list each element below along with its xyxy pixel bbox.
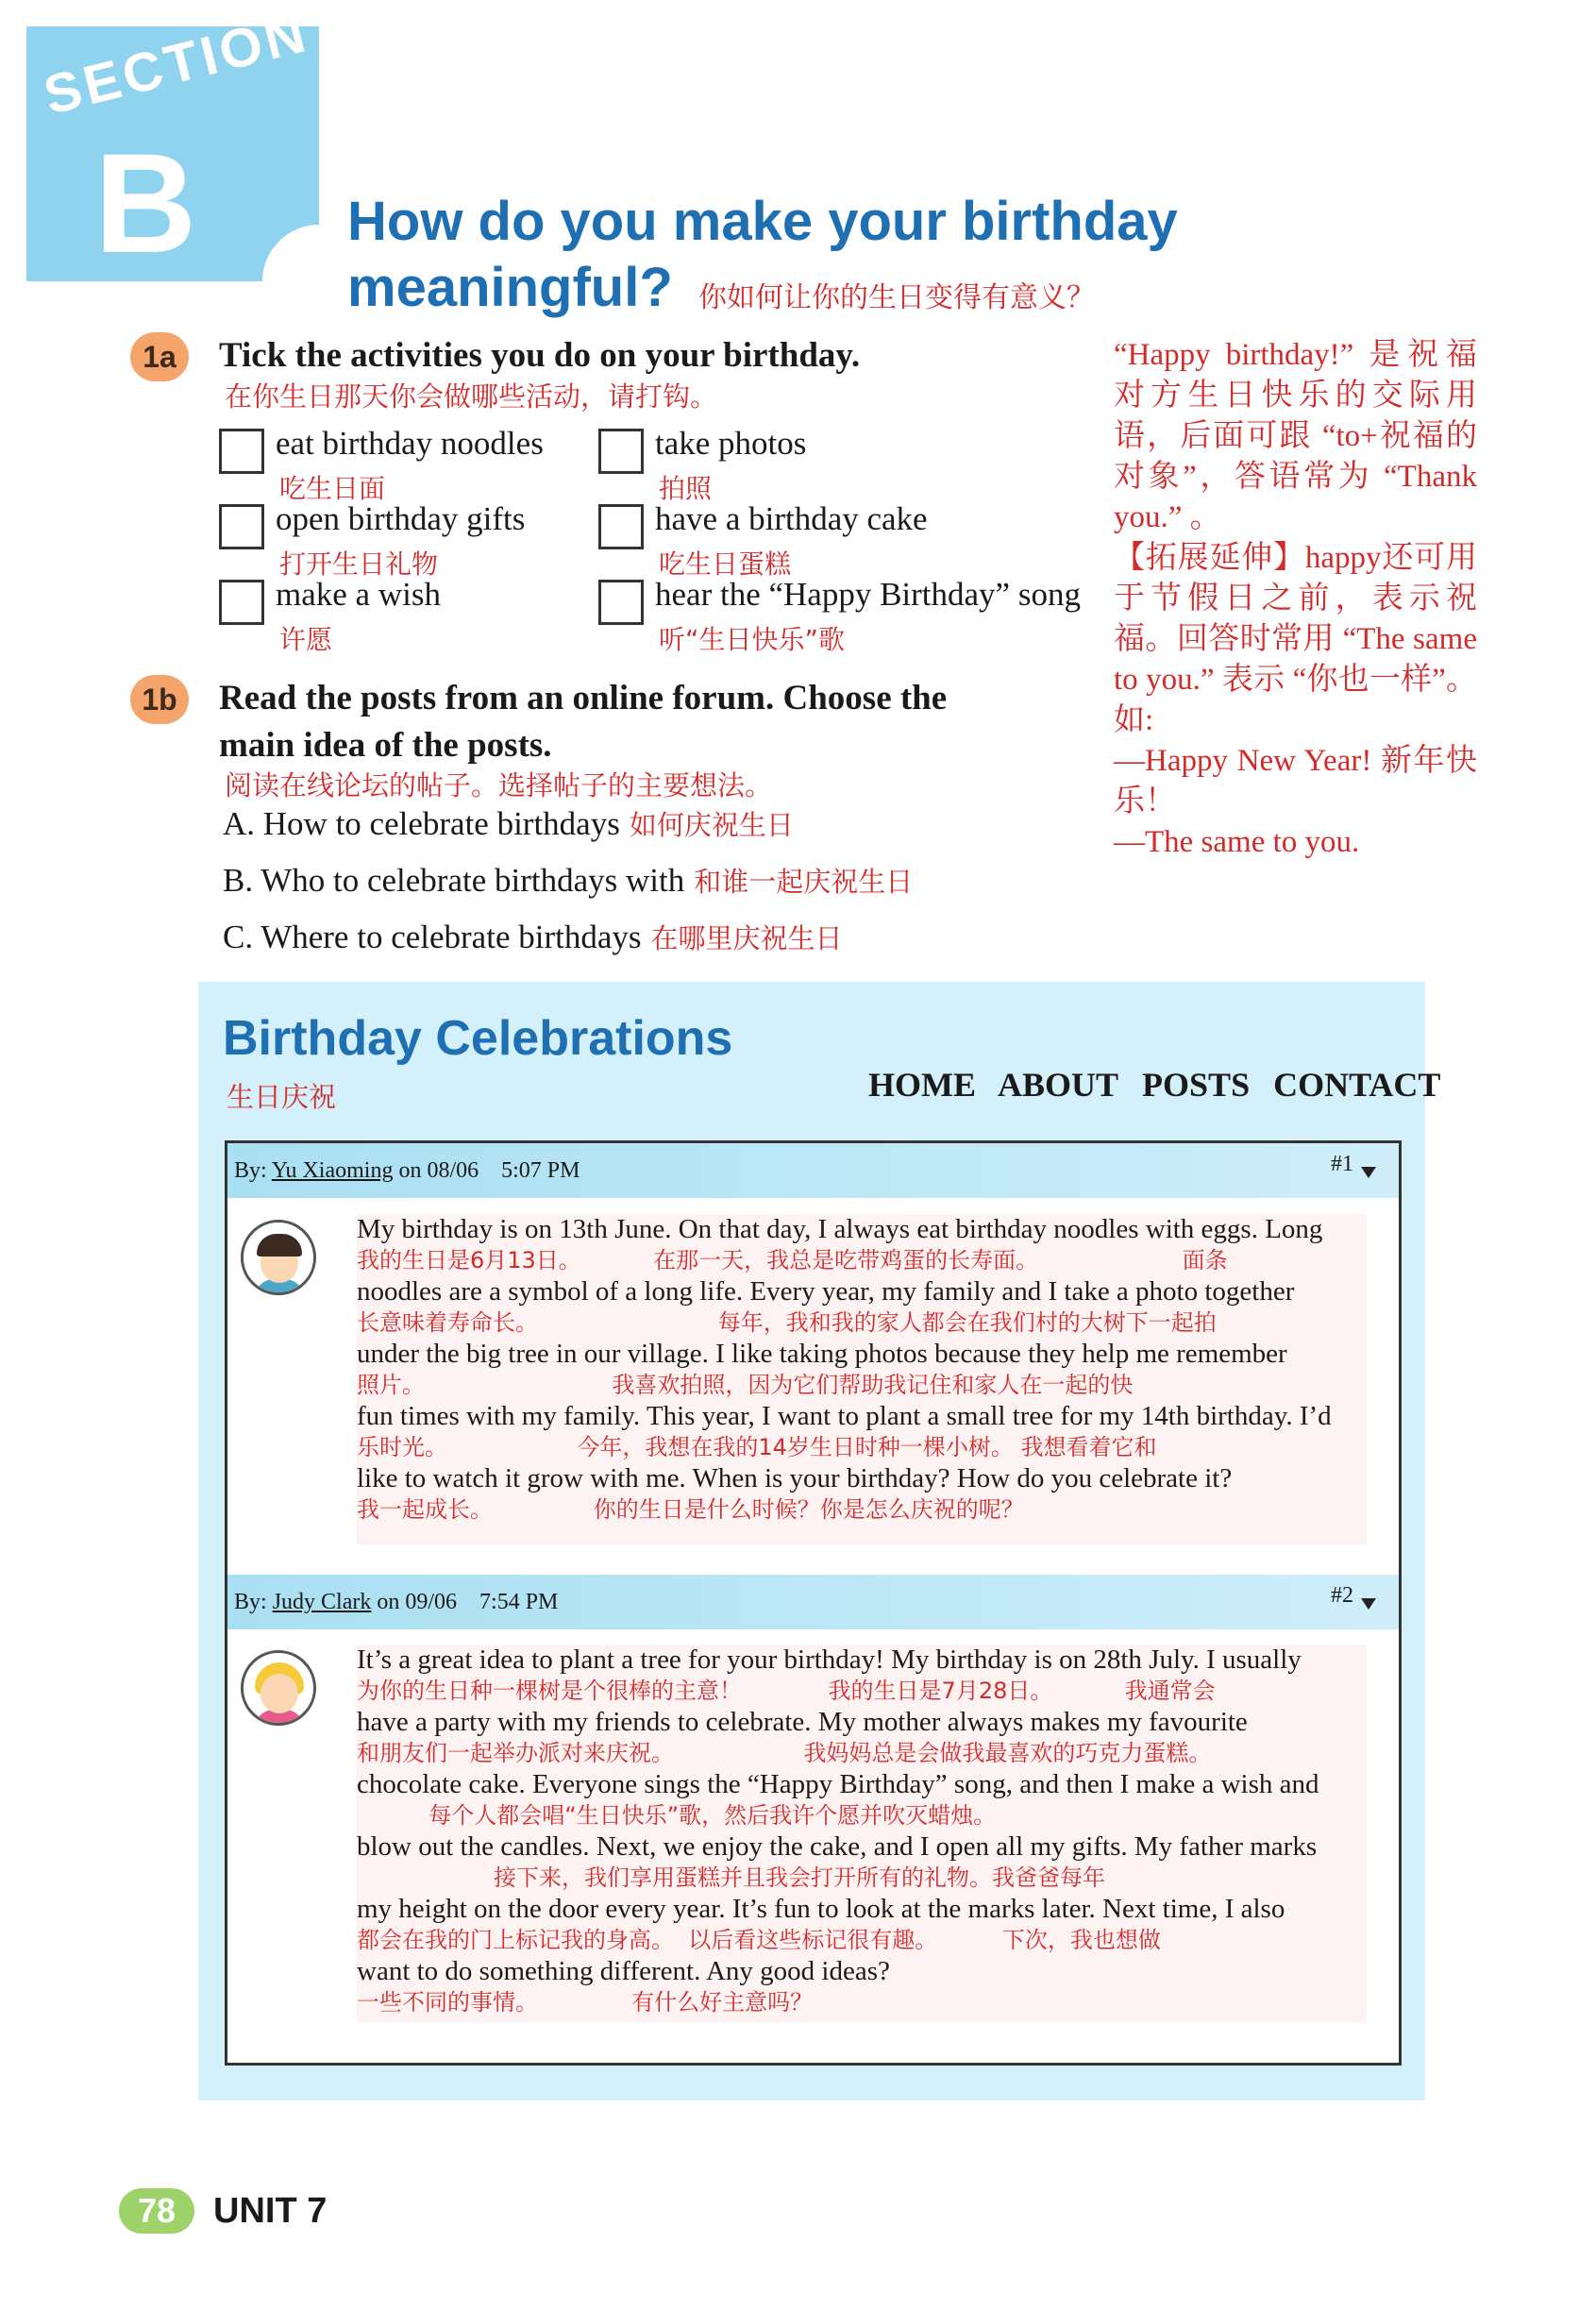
post-text-line: have a party with my friends to celebrate. My mother always makes my favourite — [357, 1707, 1248, 1737]
activity-label-cn: 听“生日快乐”歌 — [659, 624, 846, 655]
choice-option-label: C. Where to celebrate birthdays — [223, 919, 642, 955]
choice-option-c[interactable] — [223, 918, 843, 956]
by-label: By: — [234, 1158, 267, 1183]
activity-label-cn: 许愿 — [279, 624, 333, 655]
post-time: 7:54 PM — [479, 1590, 559, 1614]
activity-label-cn: 打开生日礼物 — [279, 548, 439, 580]
post-translation-line: 接下来，我们享用蛋糕并且我会打开所有的礼物。我爸爸每年 — [357, 1864, 1105, 1891]
side-note-example: —Happy New Year! 新年快乐！ — [1114, 744, 1477, 818]
page-number: 78 — [119, 2188, 194, 2234]
post-time: 5:07 PM — [501, 1158, 580, 1183]
post-byline — [234, 1588, 558, 1616]
forum-title-cn: 生日庆祝 — [227, 1081, 337, 1113]
exercise-1b-instruction-line2: main idea of the posts. — [219, 726, 552, 765]
post-translation-line: 乐时光。 今年，我想在我的14岁生日时种一棵小树。 我想看着它和 — [357, 1434, 1157, 1460]
page-title-line1: How do you make your birthday — [347, 191, 1178, 252]
activity-label-cn: 吃生日面 — [279, 473, 386, 504]
activity-checkbox[interactable] — [219, 580, 264, 625]
page-title-line2: meaningful? — [347, 257, 673, 318]
post-number: #2 — [1331, 1583, 1353, 1608]
exercise-1b-badge: 1b — [130, 675, 189, 724]
author-link[interactable]: Judy Clark — [272, 1590, 372, 1614]
post-number: #1 — [1331, 1152, 1353, 1176]
post-translation-line: 和朋友们一起举办派对来庆祝。 我妈妈总是会做我最喜欢的巧克力蛋糕。 — [357, 1740, 1212, 1766]
post-text-line: blow out the candles. Next, we enjoy the cake, and I open all my gifts. My father marks — [357, 1831, 1318, 1862]
exercise-1b-instruction-cn: 阅读在线论坛的帖子。选择帖子的主要想法。 — [225, 769, 773, 801]
avatar-hair — [257, 1234, 302, 1257]
girl-avatar — [241, 1650, 316, 1726]
nav-posts-link[interactable]: POSTS — [1142, 1066, 1251, 1104]
side-note-extension: 【拓展延伸】happy还可用于节假日之前，表示祝福。回答时常用 “The same to you.” 表示 “你也一样”。如: — [1114, 541, 1477, 737]
exercise-1a-instruction-cn: 在你生日那天你会做哪些活动，请打钩。 — [225, 380, 718, 413]
section-word: SECTION — [38, 1, 315, 127]
activity-label: eat birthday noodles — [276, 425, 544, 462]
activity-checkbox[interactable] — [219, 504, 264, 549]
forum-title: Birthday Celebrations — [223, 1011, 733, 1066]
side-note — [1114, 335, 1477, 863]
activity-checkbox[interactable] — [598, 429, 644, 474]
activity-label: make a wish — [276, 576, 441, 613]
exercise-1a-instruction: Tick the activities you do on your birthday. — [219, 336, 861, 375]
activity-label-cn: 拍照 — [659, 473, 713, 504]
post-text-line: under the big tree in our village. I like taking photos because they help me remember — [357, 1339, 1287, 1369]
exercise-1b-instruction — [219, 675, 1050, 769]
caret-down-icon[interactable] — [1361, 1598, 1376, 1610]
activity-checkbox[interactable] — [598, 504, 644, 549]
post-translation-line: 我的生日是6月13日。 在那一天，我总是吃带鸡蛋的长寿面。 面条 — [357, 1247, 1228, 1274]
activity-checkbox[interactable] — [219, 429, 264, 474]
post-translation-line: 长意味着寿命长。 每年，我和我的家人都会在我们村的大树下一起拍 — [357, 1309, 1217, 1336]
unit-label: UNIT 7 — [213, 2191, 328, 2231]
post-body — [357, 1645, 1367, 2022]
avatar-face — [260, 1674, 298, 1713]
section-letter: B — [94, 124, 197, 282]
activity-label-cn: 吃生日蛋糕 — [659, 548, 792, 580]
post-date: on 09/06 — [377, 1590, 458, 1614]
post-translation-line: 为你的生日种一棵树是个很棒的主意！ 我的生日是7月28日。 我通常会 — [357, 1678, 1216, 1704]
choice-option-label: A. How to celebrate birthdays — [223, 805, 620, 842]
exercise-1a-badge: 1a — [130, 332, 189, 381]
nav-about-link[interactable]: ABOUT — [998, 1066, 1119, 1104]
nav-contact-link[interactable]: CONTACT — [1273, 1066, 1441, 1104]
post-text-line: fun times with my family. This year, I want to plant a small tree for my 14th birthday. I’d — [357, 1401, 1332, 1431]
post-text-line: like to watch it grow with me. When is your birthday? How do you celebrate it? — [357, 1463, 1233, 1493]
choice-option-a[interactable] — [223, 804, 794, 843]
page-title-cn: 你如何让你的生日变得有意义？ — [698, 281, 1095, 314]
post-translation-line: 我一起成长。 你的生日是什么时候？你是怎么庆祝的呢？ — [357, 1496, 1024, 1523]
activity-label: take photos — [655, 425, 807, 462]
side-note-paragraph: “Happy birthday!” 是祝福对方生日快乐的交际用语，后面可跟 “to+祝福的对象”，答语常为 “Thank you.” 。 — [1114, 338, 1477, 534]
post-translation-line: 每个人都会唱“生日快乐”歌，然后我许个愿并吹灭蜡烛。 — [357, 1802, 997, 1829]
by-label: By: — [234, 1590, 267, 1614]
post-text-line: want to do something different. Any good ideas? — [357, 1956, 890, 1986]
activity-label: hear the “Happy Birthday” song — [655, 576, 1081, 613]
choice-option-b[interactable] — [223, 861, 913, 900]
activity-label: open birthday gifts — [276, 500, 526, 537]
post-translation-line: 一些不同的事情。 有什么好主意吗？ — [357, 1989, 814, 2016]
forum-nav — [868, 1065, 1452, 1105]
boy-avatar — [241, 1220, 316, 1295]
exercise-1b-instruction-line1: Read the posts from an online forum. Choose the — [219, 679, 948, 717]
choice-option-label-cn: 在哪里庆祝生日 — [650, 922, 843, 954]
post-text-line: My birthday is on 13th June. On that day, I always eat birthday noodles with eggs. Long — [357, 1214, 1323, 1244]
choice-option-label-cn: 和谁一起庆祝生日 — [694, 866, 914, 898]
post-translation-line: 都会在我的门上标记我的身高。 以后看这些标记很有趣。 下次，我也想做 — [357, 1927, 1161, 1953]
activity-checkbox[interactable] — [598, 580, 644, 625]
choice-option-label: B. Who to celebrate birthdays with — [223, 862, 685, 899]
post-text-line: chocolate cake. Everyone sings the “Happy Birthday” song, and then I make a wish and — [357, 1769, 1319, 1799]
post-text-line: noodles are a symbol of a long life. Every year, my family and I take a photo together — [357, 1276, 1295, 1307]
side-note-example-reply: —The same to you. — [1114, 825, 1360, 859]
author-link[interactable]: Yu Xiaoming — [271, 1158, 394, 1183]
post-body — [357, 1214, 1367, 1544]
post-byline — [234, 1156, 580, 1185]
caret-down-icon[interactable] — [1361, 1167, 1376, 1178]
post-text-line: It’s a great idea to plant a tree for your birthday! My birthday is on 28th July. I usually — [357, 1645, 1302, 1675]
activity-label: have a birthday cake — [655, 500, 928, 537]
choice-option-label-cn: 如何庆祝生日 — [629, 809, 794, 841]
nav-home-link[interactable]: HOME — [868, 1066, 976, 1104]
post-translation-line: 照片。 我喜欢拍照，因为它们帮助我记住和家人在一起的快 — [357, 1372, 1134, 1398]
post-text-line: my height on the door every year. It’s fun to look at the marks later. Next time, I also — [357, 1894, 1285, 1924]
post-date: on 08/06 — [398, 1158, 479, 1183]
